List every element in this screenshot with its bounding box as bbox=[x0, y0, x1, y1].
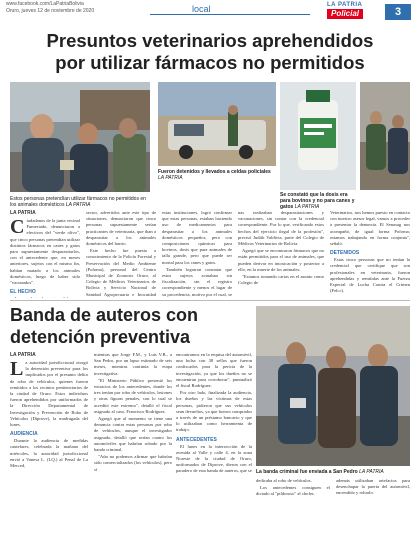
brand-name: LA PATRIA bbox=[327, 2, 363, 8]
subhead-audiencia: AUDIENCIA bbox=[10, 431, 38, 438]
article2-column-1 bbox=[10, 352, 88, 530]
page-header bbox=[0, 0, 420, 24]
paragraph: estas instituciones, logró confirmar que estas personas, estaban haciendo uso de medicamentos para desparasitar a los animales domésticos pequeños, pero con composiciones químicas para bovinos, dosis que para animales de talla grande, pero que puede ser mortal para los canes y gatos. bbox=[162, 210, 232, 265]
article1-side-photo bbox=[360, 82, 410, 190]
paragraph: También lograron constatar que estos sujetos actuaban sin fiscalización, sin el registro correspondiente y menos el lugar de su procedencia, motivo por el cual, se bbox=[162, 266, 232, 297]
article2-dropcap: L bbox=[10, 358, 24, 380]
subhead-detenidos: DETENIDOS bbox=[330, 250, 360, 257]
caption-credit: LA PATRIA bbox=[294, 204, 320, 210]
article1-column-4 bbox=[238, 210, 324, 298]
paragraph: nas realizaban desparasitaciones y vacunaciones, sin contar con la credencial correspondiente. Por lo que, verificando estos hechos del ejercicio ilegal de la profesión", precisó Judith Valdivia, parte del Colegio de Médicos Veterinarios de Bolivia. bbox=[238, 210, 324, 247]
article1-column-3 bbox=[162, 210, 232, 298]
gang-members-photo bbox=[256, 306, 410, 466]
paragraph: a autoridad jurisdiccional otorgó la detención preventiva para los implicados por el presunto delito de robo de vehículos, quienes fueron remitidos a los recintos penitenciarios de la ciudad de Oruro. Estos individuos fueron aprehendidos por uniformados de la Dirección Departamental de Investigación y Prevención de Robo de Vehículos (Diprove), la madrugada del lunes. bbox=[10, 360, 88, 428]
section-label: local bbox=[188, 4, 215, 14]
paragraph: Por otro lado, finalizada la audiencia, los dueños y las víctimas de estas personas, pidieron que sus vehículos sean devueltos, ya que fueron comprados a través de un préstamo bancario y que lo utilizaban como herramienta de trabajo. bbox=[176, 390, 252, 433]
caption-text: La banda criminal fue enviada a San Pedro bbox=[256, 469, 358, 475]
article1-top-photo bbox=[158, 82, 276, 166]
paragraph: Agregó que se encontraron fármacos que no están permitidos para el uso de animales, que pueden derivar en intoxicación y posterior a ello, en la muerte de los animales. bbox=[238, 248, 324, 272]
header-date: Oruro, jueves 12 de noviembre de 2020 bbox=[6, 8, 95, 14]
article1-headline-line2: por utilizar fármacos no permitidos bbox=[55, 52, 365, 73]
paragraph: "Aún no podemos afirmar que habrían sido comercializados (los vehículos), pero sí bbox=[94, 454, 172, 472]
article1-main-caption bbox=[10, 196, 150, 208]
caption-text: Fueron detenidos y llevados a celdas policiales bbox=[158, 169, 271, 175]
paragraph: Estas cinco personas que no tenían la credencial que certifique que son profesionales en veterinaria, fueron aprehendidas y remitidas ante la Fuerza Especial de Lucha Contra el Crimen (Felcc). bbox=[330, 257, 410, 294]
article1-column-2 bbox=[86, 210, 156, 298]
paragraph: Durante la audiencia de medidas cautelares, celebrada la mañana del miércoles, la autoridad jurisdiccional envió a Vanesa L. (LQ.) al Penal de La Merced, bbox=[10, 438, 88, 469]
paragraph: además utilizaban artefactos para desenchapar la puerta del automóvil, encendido y robarlo. bbox=[336, 478, 410, 496]
caption-text: Estos personas pretendían utilizar fármacos no permitidos en los animales domésticos bbox=[10, 196, 146, 208]
page-number: 3 bbox=[385, 4, 411, 20]
paragraph: Este hecho fue puesto a conocimiento de la Policía Forestal y Preservación del Medio Ambiente (Pofoma), personal del Centro Municipal de Zoonosis Oruro, al Colegio de Médicos Veterinarios de Bolivia y Servicio Nacional de Sanidad Agropecuaria e Inocuidad bbox=[86, 248, 156, 297]
article2-photo bbox=[256, 306, 410, 466]
article2-headline-line1: Banda de auteros con bbox=[10, 305, 199, 325]
paragraph: "Estamos tomando cartas en el asunto como Colegio de bbox=[238, 274, 324, 286]
officers-photo bbox=[360, 82, 410, 190]
subhead-el-hecho: EL HECHO bbox=[10, 289, 36, 296]
article2-column-4 bbox=[256, 478, 330, 530]
header-url[interactable]: www.facebook.com/LaPatriaBolivia bbox=[6, 1, 84, 7]
article2-headline bbox=[10, 304, 250, 348]
paragraph: mientras que Jorge F.M., y Luis V.B., a San Pedro, por un lapso estimado de seis meses, mientras continúa la etapa investigativa. bbox=[94, 352, 172, 376]
police-vehicle-photo bbox=[158, 82, 276, 166]
header-rule bbox=[150, 14, 310, 15]
article1-mid-photo bbox=[280, 82, 356, 190]
article2-byline: LA PATRIA bbox=[10, 352, 36, 358]
caption-text: Se constató que la dosis era para bovinos y no para canes y gatos bbox=[280, 192, 355, 210]
article1-headline-line1: Presuntos veterinarios aprehendidos bbox=[46, 30, 374, 51]
paragraph: "El Ministerio Público presentó los extractos de los antecedentes, donde los tres tenían por robo de vehículos, lesiones y otras figuras penales, con lo cual se acreditó este extremo", detalló el fiscal asignado al caso, Francisco Rodríguez. bbox=[94, 377, 172, 414]
medicine-bottle-photo bbox=[280, 82, 356, 190]
paragraph: Los antecedentes consiguen el dictado al "pildoroso" al chofer, bbox=[256, 485, 330, 497]
paragraph: dedicaba al robo de vehículos. bbox=[256, 478, 312, 483]
paragraph: Veterinarios, nos hemos puesto en contacto con nuestro asesor legal, vamos a proceder a presentar la denuncia. El Senasag nos acompañó, de igual forma Pofoma; estamos trabajando en forma conjunta", señaló. bbox=[330, 210, 410, 247]
brand-section: Policial bbox=[327, 9, 363, 19]
article2-headline-line2: detención preventiva bbox=[10, 327, 191, 347]
paragraph: Agregó que al momento se tiene una denuncia contra estas personas por robo de vehículos, aunque el investigador asignado, detalló que serían cuatro los automóviles que habrían robado por la banda criminal. bbox=[94, 416, 172, 453]
subhead-antecedentes: ANTECEDENTES bbox=[176, 436, 217, 443]
article1-top-caption bbox=[158, 169, 276, 181]
article2-column-3 bbox=[176, 352, 252, 530]
article2-caption bbox=[256, 469, 410, 475]
article1-mid-caption bbox=[280, 192, 356, 210]
paragraph: iudadanos de la junta vecinal Fumeriado, denunciaron a efectivos del "verde olivo", que cinco personas pretendían utilizar distintos fármacos en canes y gatos para supuestamente desparasitarlos, con el antecedente que, en meses anteriores, sujetos con el mismo fin, habían matado a los animales domésticos, luego de haber sido "vacunados". bbox=[10, 218, 80, 286]
article2-column-2 bbox=[94, 352, 172, 530]
paragraph: El lunes en la intersección de la avenida al Valle y calle 4, en la zona Noreste de la ciudad de Oruro, uniformados de Diprove, dieron con el paradero de esta banda de auteros, que se bbox=[176, 443, 252, 474]
article1-main-photo bbox=[10, 82, 150, 192]
article1-dropcap: C bbox=[10, 216, 25, 238]
article1-column-5 bbox=[330, 210, 410, 298]
caption-credit: LA PATRIA bbox=[65, 202, 91, 208]
article1-byline: LA PATRIA bbox=[10, 210, 36, 216]
article2-column-5 bbox=[336, 478, 410, 530]
caption-credit: LA PATRIA bbox=[359, 469, 384, 475]
article1-column-1 bbox=[10, 210, 80, 298]
article-divider bbox=[10, 300, 410, 301]
article1-headline bbox=[10, 30, 410, 74]
veterinarians-photo bbox=[10, 82, 150, 192]
paragraph bbox=[10, 296, 80, 298]
paragraph: sector, advertidos ante este tipo de situaciones, denunciaron que cinco personas supuestamente serían practicantes de veterinaria, que iban a desparasitar a los animales domésticos del barrio. bbox=[86, 210, 156, 247]
caption-credit: LA PATRIA bbox=[158, 175, 183, 181]
paragraph: encontramos en la requisa del automóvil, una bolsa con 38 sellos que fueron confiscados para la pericia de la investigación, ya que los dueños no se encuentran para corroborar", puntualizó el fiscal Rodríguez. bbox=[176, 352, 252, 389]
